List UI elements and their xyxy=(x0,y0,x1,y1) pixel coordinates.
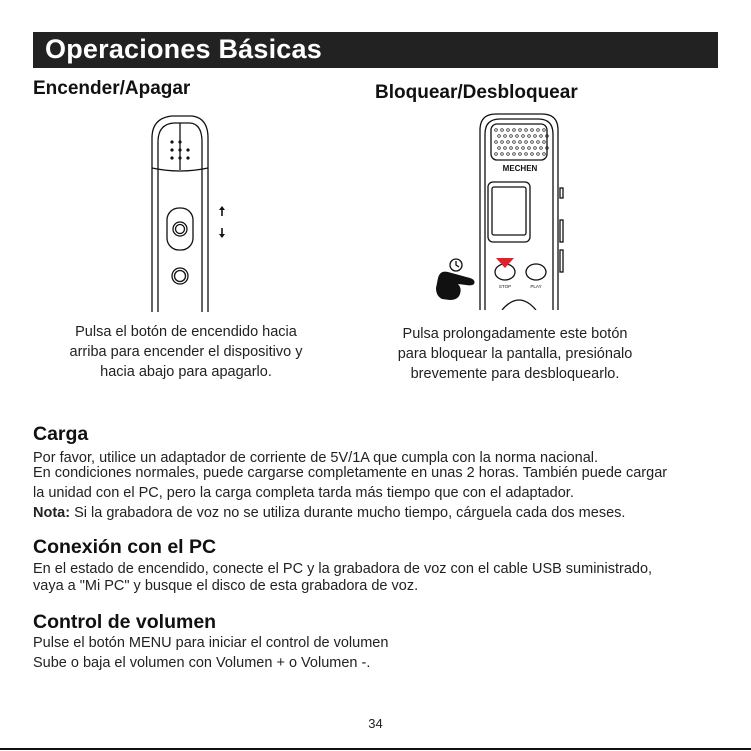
pointing-hand-icon xyxy=(436,272,475,300)
grille-dot xyxy=(534,135,537,138)
grille-dot xyxy=(540,147,543,150)
caption-line: brevemente para desbloquearlo. xyxy=(410,366,620,382)
caption-line: Pulsa el botón de encendido hacia xyxy=(75,324,297,340)
caption-line: para bloquear la pantalla, presiónalo xyxy=(397,346,633,362)
grille-dot xyxy=(534,147,537,150)
up-arrow-icon xyxy=(219,206,225,216)
note-text: Si la grabadora de voz no se utiliza durante mucho tiempo, cárguela cada dos meses. xyxy=(70,505,626,521)
power-heading: Encender/Apagar xyxy=(33,78,191,99)
grille-dot xyxy=(525,153,528,156)
page-title: Operaciones Básicas xyxy=(45,34,322,64)
recorder-front-illustration xyxy=(430,110,570,310)
grille-dot xyxy=(543,153,546,156)
grille-dot xyxy=(525,129,528,132)
power-caption xyxy=(33,322,339,382)
volume-line: Pulse el botón MENU para iniciar el control de volumen xyxy=(33,635,389,651)
grille-dot xyxy=(537,141,540,144)
grille-dot xyxy=(522,147,525,150)
grille-dot xyxy=(537,153,540,156)
lock-heading: Bloquear/Desbloquear xyxy=(375,82,578,103)
grille-dot xyxy=(543,141,546,144)
grille-dot xyxy=(507,153,510,156)
pc-heading: Conexión con el PC xyxy=(33,536,217,558)
title-bar xyxy=(33,32,718,68)
grille-dot xyxy=(504,135,507,138)
volume-heading: Control de volumen xyxy=(33,611,217,633)
down-arrow-icon xyxy=(219,228,225,238)
grille-dot xyxy=(498,135,501,138)
charge-line: Por favor, utilice un adaptador de corriente de 5V/1A que cumpla con la norma nacional. xyxy=(33,450,599,466)
caption-line: arriba para encender el dispositivo y xyxy=(69,344,303,360)
note-label: Nota: xyxy=(33,505,71,521)
grille-dot xyxy=(513,153,516,156)
grille-dot xyxy=(531,153,534,156)
grille-dot xyxy=(495,141,498,144)
grille-dot xyxy=(543,129,546,132)
grille-dot xyxy=(531,141,534,144)
grille-dot xyxy=(510,147,513,150)
grille-dot xyxy=(495,153,498,156)
caption-line: hacia abajo para apagarlo. xyxy=(100,364,272,380)
grille-dot xyxy=(501,141,504,144)
grille-dot xyxy=(513,141,516,144)
pc-line: vaya a "Mi PC" y busque el disco de esta grabadora de voz. xyxy=(33,578,419,594)
grille-dot xyxy=(507,141,510,144)
charge-heading: Carga xyxy=(33,423,89,445)
speaker-grille xyxy=(495,129,549,156)
stop-label: STOP xyxy=(498,284,512,289)
grille-dot xyxy=(537,129,540,132)
charge-note xyxy=(33,503,625,523)
grille-dot xyxy=(498,147,501,150)
grille-dot xyxy=(516,147,519,150)
clock-icon xyxy=(450,259,462,271)
grille-dot xyxy=(519,129,522,132)
grille-dot xyxy=(495,129,498,132)
grille-dot xyxy=(528,135,531,138)
caption-line: Pulsa prolongadamente este botón xyxy=(402,326,628,342)
grille-dot xyxy=(507,129,510,132)
charge-line: En condiciones normales, puede cargarse completamente en unas 2 horas. También puede cargar xyxy=(33,465,668,481)
grille-dot xyxy=(501,153,504,156)
grille-dot xyxy=(525,141,528,144)
grille-dot xyxy=(519,153,522,156)
play-label: PLAY xyxy=(530,284,542,289)
page-number: 34 xyxy=(368,716,383,731)
charge-line: la unidad con el PC, pero la carga completa tarda más tiempo que con el adaptador. xyxy=(33,485,574,501)
pc-line: En el estado de encendido, conecte el PC y la grabadora de voz con el cable USB suministrado, xyxy=(33,561,653,577)
grille-dot xyxy=(528,147,531,150)
grille-dot xyxy=(516,135,519,138)
grille-dot xyxy=(513,129,516,132)
grille-dot xyxy=(510,135,513,138)
lock-caption xyxy=(365,324,665,384)
grille-dot xyxy=(540,135,543,138)
grille-dot xyxy=(501,129,504,132)
grille-dot xyxy=(519,141,522,144)
volume-line: Sube o baja el volumen con Volumen + o Volumen -. xyxy=(33,655,371,671)
grille-dot xyxy=(522,135,525,138)
recorder-side-illustration xyxy=(140,112,240,314)
brand-label: MECHEN xyxy=(502,164,538,173)
grille-dot xyxy=(531,129,534,132)
grille-dot xyxy=(504,147,507,150)
bottom-rule xyxy=(0,748,751,750)
